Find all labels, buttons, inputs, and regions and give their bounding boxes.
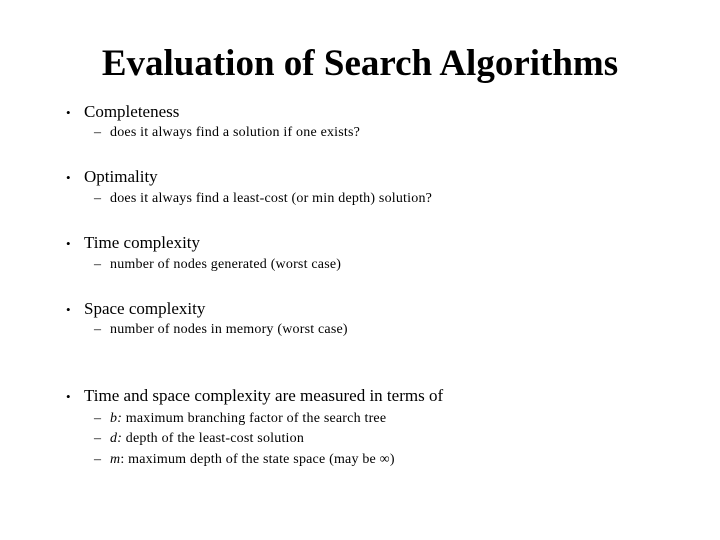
sub-bullet-d [94, 430, 304, 448]
bullet-icon: • [66, 170, 71, 185]
bullet-text: Time and space complexity are measured in terms of [84, 386, 444, 405]
sub-bullet-text: maximum branching factor of the search tree [122, 411, 387, 426]
sub-bullet-text: number of nodes in memory (worst case) [110, 322, 348, 337]
bullet-text: Optimality [84, 167, 158, 186]
dash-icon: – [94, 125, 102, 140]
sub-bullet [94, 190, 432, 208]
dash-icon: – [94, 431, 102, 446]
sub-bullet [94, 256, 341, 274]
sub-bullet-text: : maximum depth of the state space (may be ∞) [120, 452, 395, 467]
dash-icon: – [94, 452, 102, 467]
bullet-space-complexity [66, 298, 205, 321]
term-m: m [110, 452, 121, 467]
term-b: b: [110, 411, 123, 426]
sub-bullet-m [94, 451, 395, 469]
dash-icon: – [94, 191, 102, 206]
sub-bullet [94, 124, 360, 142]
bullet-icon: • [66, 236, 71, 251]
bullet-text: Space complexity [84, 299, 206, 318]
sub-bullet-text: depth of the least-cost solution [122, 431, 305, 446]
term-d: d: [110, 431, 123, 446]
bullet-text: Time complexity [84, 233, 201, 252]
sub-bullet-text: does it always find a least-cost (or min depth) solution? [110, 191, 433, 206]
sub-bullet-text: does it always find a solution if one exists? [110, 125, 361, 140]
sub-bullet [94, 321, 348, 339]
bullet-text: Completeness [84, 102, 180, 121]
dash-icon: – [94, 257, 102, 272]
bullet-measured-terms [66, 385, 443, 408]
bullet-optimality [66, 166, 158, 189]
slide-title: Evaluation of Search Algorithms [101, 43, 619, 84]
sub-bullet-text: number of nodes generated (worst case) [110, 257, 342, 272]
bullet-completeness [66, 101, 179, 124]
bullet-time-complexity [66, 232, 200, 255]
dash-icon: – [94, 411, 102, 426]
bullet-icon: • [66, 105, 71, 120]
bullet-icon: • [66, 389, 71, 404]
dash-icon: – [94, 322, 102, 337]
sub-bullet-b [94, 410, 386, 428]
bullet-icon: • [66, 302, 71, 317]
